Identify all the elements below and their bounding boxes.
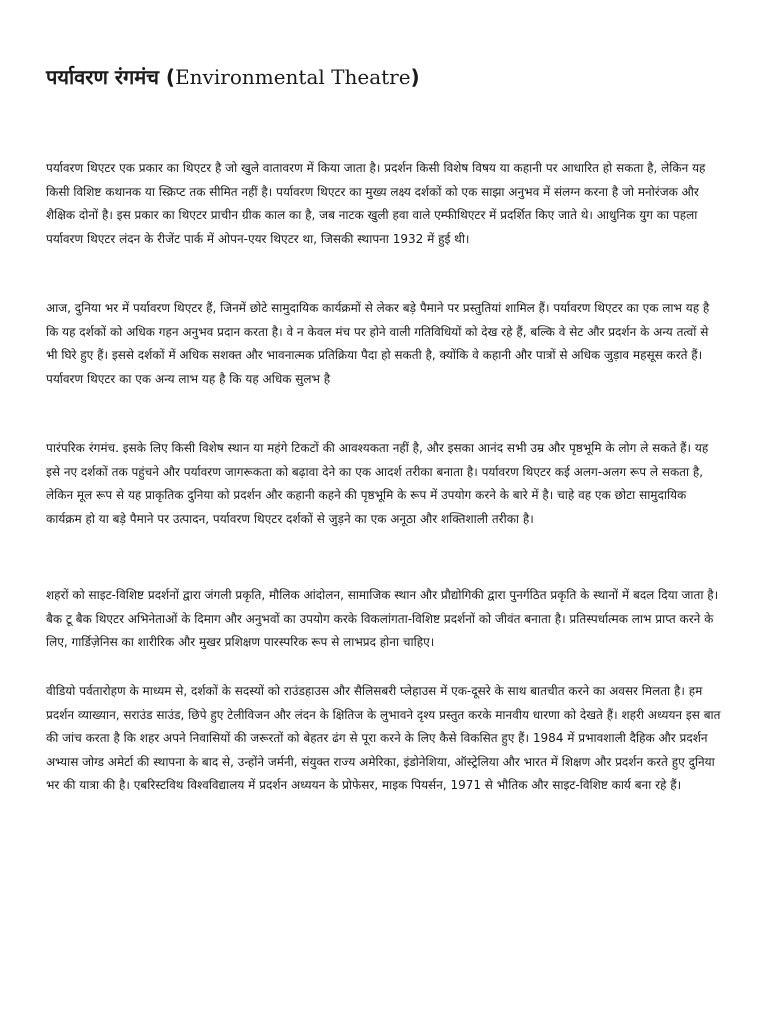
- paragraph-site-specific: शहरों को साइट-विशिष्ट प्रदर्शनों द्वारा जंगली प्रकृति, मौलिक आंदोलन, सामाजिक स्थान और प्रौद्योगिकी द्वारा पुनर्गठित प्रकृति के स्थानों में बदल दिया जाता है। बैक टू बैक थिएटर अभिनेताओं के दिमाग और अनुभवों का उपयोग करके विकलांगता-विशिष्ट प्रदर्शनों को जीवंत बनाता है। प्रतिस्पर्धात्मक लाभ प्राप्त करने के लिए, गार्डिज़ेनिस का शारीरिक और मुखर प्रशिक्षण पारस्परिक रूप से लाभप्रद होना चाहिए।: [46, 588, 719, 649]
- paragraph-benefits: आज, दुनिया भर में पर्यावरण थिएटर हैं, जिनमें छोटे सामुदायिक कार्यक्रमों से लेकर बड़े पैमाने पर प्रस्तुतियां शामिल हैं। पर्यावरण थिएटर का एक लाभ यह है कि यह दर्शकों को अधिक गहन अनुभव प्रदान करता है। वे न केवल मंच पर होने वाली गतिविधियों को देख रहे हैं, बल्कि वे सेट और प्रदर्शन के अन्य तत्वों से भी घिरे हुए हैं। इससे दर्शकों में अधिक सशक्त और भावनात्मक प्रतिक्रिया पैदा हो सकती है, क्योंकि वे कहानी और पात्रों से अधिक जुड़ाव महसूस करते हैं। पर्यावरण थिएटर का एक अन्य लाभ यह है कि यह अधिक सुलभ है: [46, 301, 710, 386]
- page-title: [46, 62, 420, 92]
- title-close-paren: ): [410, 65, 420, 89]
- paragraph-accessibility: पारंपरिक रंगमंच. इसके लिए किसी विशेष स्थान या महंगे टिकटों की आवश्यकता नहीं है, और इसका आनंद सभी उम्र और पृष्ठभूमि के लोग ले सकते हैं। यह इसे नए दर्शकों तक पहुंचने और पर्यावरण जागरूकता को बढ़ावा देने का एक आदर्श तरीका बनाता है। पर्यावरण थिएटर कई अलग-अलग रूप ले सकता है, लेकिन मूल रूप से यह प्राकृतिक दुनिया को प्रदर्शन और कहानी कहने की पृष्ठभूमि के रूप में उपयोग करने के बारे में है। चाहे वह एक छोटा सामुदायिक कार्यक्रम हो या बड़े पैमाने पर उत्पादन, पर्यावरण थिएटर दर्शकों से जुड़ने का एक अनूठा और शक्तिशाली तरीका है।: [46, 441, 709, 526]
- title-hindi: पर्यावरण रंगमंच (: [46, 65, 176, 89]
- paragraph-practitioners: वीडियो पर्वतारोहण के माध्यम से, दर्शकों के सदस्यों को राउंडहाउस और सैलिसबरी प्लेहाउस में एक-दूसरे के साथ बातचीत करने का अवसर मिलता है। हम प्रदर्शन व्याख्यान, सराउंड साउंड, छिपे हुए टेलीविजन और लंदन के क्षितिज के लुभावने दृश्य प्रस्तुत करके मानवीय धारणा को देखते हैं। शहरी अध्ययन इस बात की जांच करता है कि शहर अपने निवासियों की जरूरतों को बेहतर ढंग से पूरा करने के लिए कैसे विकसित हुए हैं। 1984 में प्रभावशाली दैहिक और प्रदर्शन अभ्यास जोग्ड अमेर्टा की स्थापना के बाद से, उन्होंने जर्मनी, संयुक्त राज्य अमेरिका, इंडोनेशिया, ऑस्ट्रेलिया और भारत में शिक्षण और प्रदर्शन करते हुए दुनिया भर की यात्रा की है। एबरिस्टविथ विश्वविद्यालय में प्रदर्शन अध्ययन के प्रोफेसर, माइक पियर्सन, 1971 से भौतिक और साइट-विशिष्ट कार्य बना रहे हैं।: [46, 684, 721, 792]
- paragraph-intro: पर्यावरण थिएटर एक प्रकार का थिएटर है जो खुले वातावरण में किया जाता है। प्रदर्शन किसी विशेष विषय या कहानी पर आधारित हो सकता है, लेकिन यह किसी विशिष्ट कथानक या स्क्रिप्ट तक सीमित नहीं है। पर्यावरण थिएटर का मुख्य लक्ष्य दर्शकों को एक साझा अनुभव में संलग्न करना है जो मनोरंजक और शैक्षिक दोनों है। इस प्रकार का थिएटर प्राचीन ग्रीक काल का है, जब नाटक खुली हवा वाले एम्फीथिएटर में प्रदर्शित किए जाते थे। आधुनिक युग का पहला पर्यावरण थिएटर लंदन के रीजेंट पार्क में ओपन-एयर थिएटर था, जिसकी स्थापना 1932 में हुई थी।: [46, 161, 706, 246]
- title-english: Environmental Theatre: [175, 65, 411, 89]
